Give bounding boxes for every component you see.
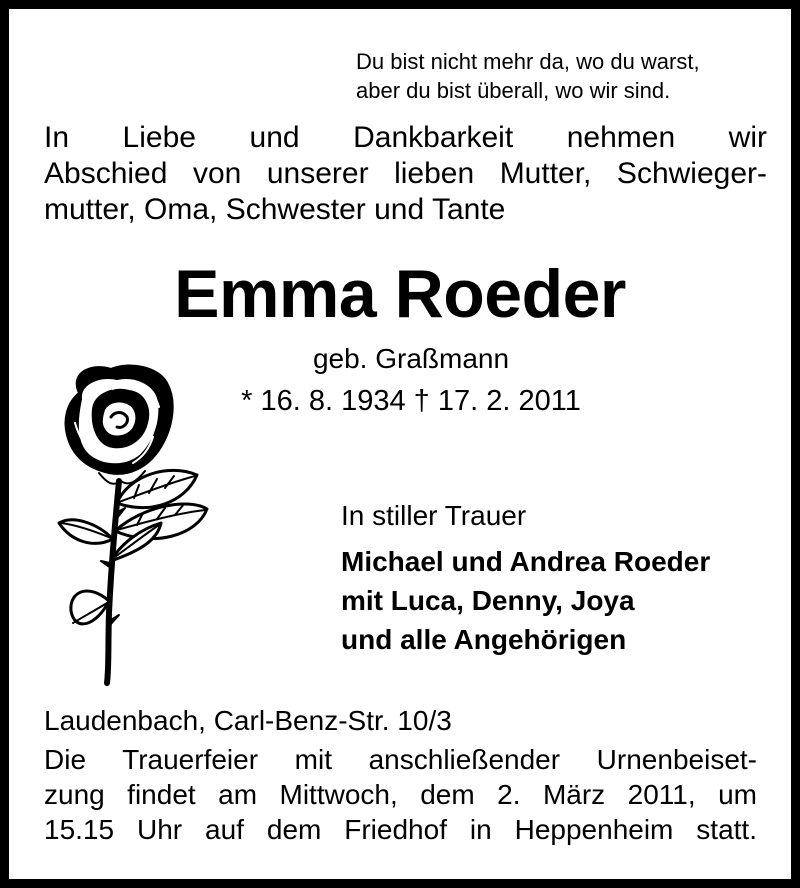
motto-quote — [356, 47, 776, 105]
intro-line: In Liebe und Dankbarkeit nehmen wir — [44, 121, 767, 154]
funeral-line: Die Trauerfeier mit anschließender Urnenbeiset- — [44, 744, 757, 775]
mourners-list — [341, 542, 710, 659]
funeral-info — [44, 742, 757, 847]
intro-line: mutter, Oma, Schwester und Tante — [44, 193, 506, 226]
mourners-line: und alle Angehörigen — [341, 624, 627, 655]
intro-line: Abschied von unserer lieben Mutter, Schwieger- — [44, 157, 767, 190]
rose-icon — [49, 363, 219, 693]
funeral-line: 15.15 Uhr auf dem Friedhof in Heppenheim statt. — [44, 814, 757, 845]
address: Laudenbach, Carl-Benz-Str. 10/3 — [44, 705, 452, 736]
motto-line: Du bist nicht mehr da, wo du warst, — [356, 49, 700, 74]
maiden-name: geb. Graßmann — [312, 343, 510, 374]
motto-line: aber du bist überall, wo wir sind. — [356, 78, 671, 103]
deceased-name: Emma Roeder — [174, 256, 626, 332]
funeral-line: zung findet am Mittwoch, dem 2. März 2011, um — [44, 779, 757, 810]
intro-text — [44, 120, 767, 228]
mourners-line: Michael und Andrea Roeder — [341, 546, 711, 577]
mourners-line: mit Luca, Denny, Joya — [341, 585, 635, 616]
life-dates: * 16. 8. 1934 † 17. 2. 2011 — [241, 385, 581, 417]
mourning-heading: In stiller Trauer — [341, 500, 527, 531]
